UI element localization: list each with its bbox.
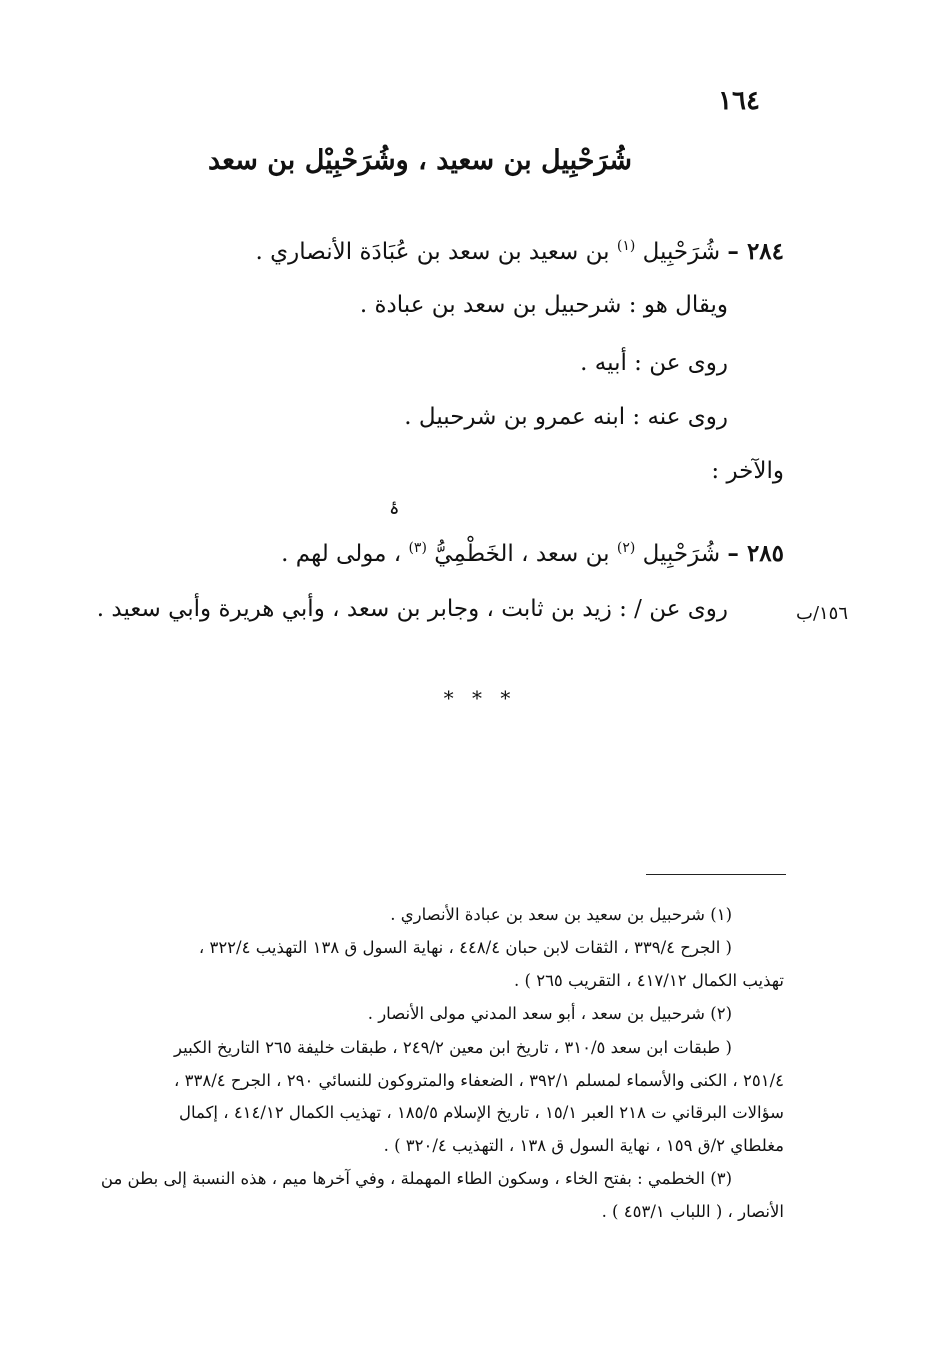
- footnote-ref: (٣): [408, 540, 427, 556]
- footnote-line: (١) شرحبيل بن سعيد بن سعد بن عبادة الأنصاري .: [390, 905, 732, 924]
- entry-285-narrates-from: روى عن / : زيد بن ثابت ، وجابر بن سعد ، وأبي هريرة وأبي سعيد .: [96, 596, 728, 622]
- footnote-line: الأنصار ، ( اللباب ٤٥٣/١ ) .: [601, 1202, 784, 1221]
- footnote-line: ٢٥١/٤ ، الكنى والأسماء لمسلم ٣٩٢/١ ، الضعفاء والمتروكون للنسائي ٢٩٠ ، الجرح ٣٣٨/٤ ،: [174, 1071, 784, 1090]
- other-entry-label: والآخر :: [711, 458, 784, 484]
- handwritten-mark: ۀ: [389, 498, 400, 519]
- entry-284-narrated-by: روى عنه : ابنه عمرو بن شرحبيل .: [404, 404, 728, 430]
- footnote-line: (٣) الخطمي : بفتح الخاء ، وسكون الطاء المهملة ، وفي آخرها ميم ، هذه النسبة إلى بطن من: [100, 1169, 732, 1188]
- entry-284-alt-name: ويقال هو : شرحبيل بن سعد بن عبادة .: [359, 292, 728, 318]
- footnote-ref: (٢): [616, 540, 636, 556]
- footnote-line: تهذيب الكمال ٤١٧/١٢ ، التقريب ٢٦٥ ) .: [514, 971, 784, 990]
- footnote-ref: (١): [616, 238, 636, 254]
- manuscript-folio-note: ١٥٦/ب: [796, 603, 849, 624]
- entry-285-heading: [281, 540, 784, 567]
- entry-number: ٢٨٥ –: [727, 540, 784, 567]
- entry-number: ٢٨٤ –: [727, 238, 784, 265]
- entry-284-heading: [256, 238, 784, 265]
- section-title: شُرَحْبِيل بن سعيد ، وشُرَحْبِيْل بن سعد: [208, 145, 632, 176]
- entry-name: شُرَحْبِيل: [642, 541, 721, 567]
- footnote-line: مغلطاي ٢/ق ١٥٩ ، نهاية السول ق ١٣٨ ، التهذيب ٣٢٠/٤ ) .: [383, 1136, 784, 1155]
- page-number: ١٦٤: [718, 86, 760, 116]
- section-separator: * * *: [443, 686, 517, 710]
- footnote-line: ( الجرح ٣٣٩/٤ ، الثقات لابن حبان ٤٤٨/٤ ، نهاية السول ق ١٣٨ التهذيب ٣٢٢/٤ ،: [198, 938, 732, 957]
- footnote-line: ( طبقات ابن سعد ٣١٠/٥ ، تاريخ ابن معين ٢٤٩/٢ ، طبقات خليفة ٢٦٥ التاريخ الكبير: [174, 1038, 732, 1057]
- entry-name: شُرَحْبِيل: [642, 239, 721, 265]
- entry-284-narrates-from: روى عن : أبيه .: [580, 350, 728, 376]
- entry-affiliation: ، مولى لهم .: [281, 541, 402, 567]
- footnote-line: سؤالات البرقاني ت ٢١٨ العبر ١٥/١ ، تاريخ الإسلام ١٨٥/٥ ، تهذيب الكمال ٤١٤/١٢ ، إكمال: [179, 1103, 784, 1122]
- footnote-divider: [646, 874, 786, 875]
- entry-lineage: بن سعيد بن سعد بن عُبَادَة الأنصاري .: [255, 239, 610, 265]
- entry-lineage: بن سعد ، الخَطْمِيُّ: [434, 541, 610, 567]
- footnote-line: (٢) شرحبيل بن سعد ، أبو سعد المدني مولى الأنصار .: [367, 1004, 732, 1023]
